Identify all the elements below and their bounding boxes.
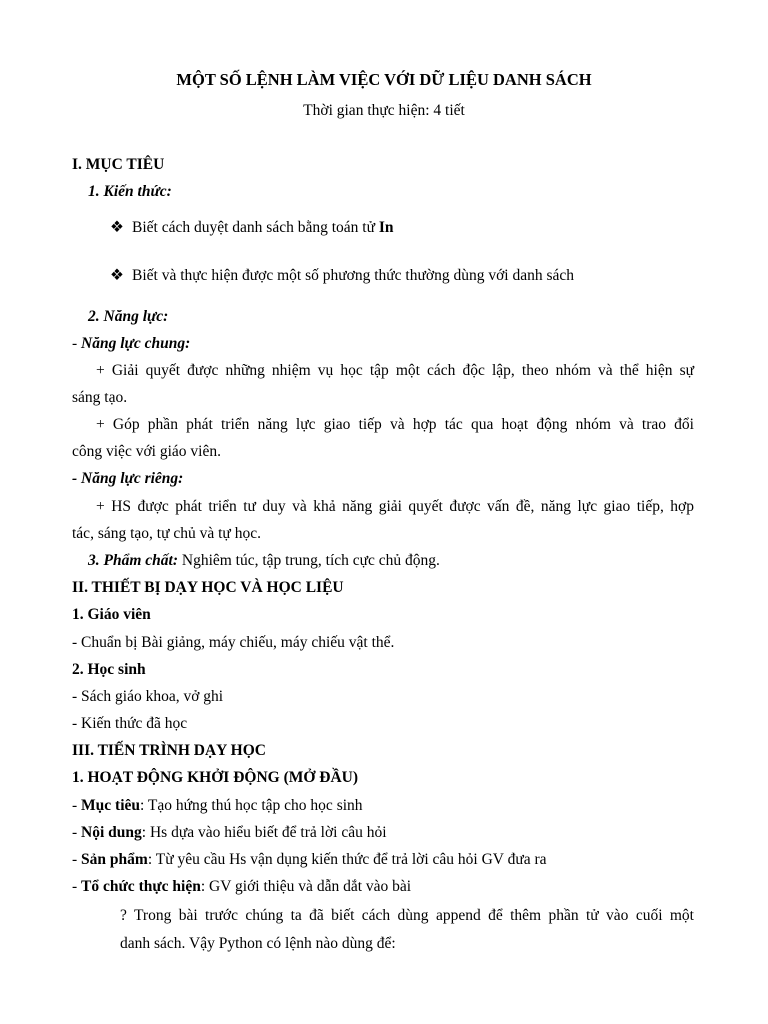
bullet-item-1-keyword: In (378, 219, 394, 236)
general-competency-1a: + Giải quyết được những nhiệm vụ học tập một cách độc lập, theo nhóm và thể hiện sự (96, 362, 694, 379)
dash: - (72, 851, 82, 868)
dash: - (72, 797, 82, 814)
question-line-b: danh sách. Vậy Python có lệnh nào dùng để: (120, 935, 396, 952)
objective-line (72, 796, 363, 816)
specific-competency-1a: + HS được phát triển tư duy và khả năng giải quyết được vấn đề, năng lực giao tiếp, hợp (96, 498, 694, 515)
dash: - (72, 878, 82, 895)
general-competency-2a: + Góp phần phát triển năng lực giao tiếp và hợp tác qua hoạt động nhóm và trao đổi (96, 416, 694, 433)
competency-heading: 2. Năng lực: (88, 308, 169, 325)
objective-label: Mục tiêu (81, 797, 141, 814)
content-label: Nội dung (81, 824, 142, 841)
content-text: : Hs dựa vào hiểu biết để trả lời câu hỏi (141, 824, 387, 841)
student-heading: 2. Học sinh (72, 661, 146, 678)
section-2-heading: II. THIẾT BỊ DẠY HỌC VÀ HỌC LIỆU (72, 579, 344, 596)
document-subtitle: Thời gian thực hiện: 4 tiết (303, 102, 465, 119)
specific-competency-1b: tác, sáng tạo, tự chủ và tự học. (72, 525, 261, 542)
diamond-bullet-icon: ❖ (110, 219, 124, 236)
quality-label: 3. Phẩm chất: (88, 552, 178, 569)
dash: - (72, 824, 82, 841)
general-competency-1b: sáng tạo. (72, 389, 128, 406)
student-item-2: - Kiến thức đã học (72, 715, 188, 732)
product-text: : Từ yêu cầu Hs vận dụng kiến thức để trả lời câu hỏi GV đưa ra (147, 851, 547, 868)
bullet-item-2-text: Biết và thực hiện được một số phương thức thường dùng với danh sách (132, 267, 574, 284)
bullet-item-1-text: Biết cách duyệt danh sách bằng toán tử (132, 219, 379, 236)
objective-text: : Tạo hứng thú học tập cho học sinh (140, 797, 363, 814)
general-competency-2b: công việc với giáo viên. (72, 443, 221, 460)
document-title: MỘT SỐ LỆNH LÀM VIỆC VỚI DỮ LIỆU DANH SÁCH (176, 70, 592, 89)
activity-heading: 1. HOẠT ĐỘNG KHỞI ĐỘNG (MỞ ĐẦU) (72, 769, 359, 786)
product-line (72, 850, 547, 870)
dash: - (72, 335, 82, 352)
teacher-heading: 1. Giáo viên (72, 606, 151, 623)
organization-text: : GV giới thiệu và dẫn dắt vào bài (200, 878, 412, 895)
bullet-item-1 (110, 218, 394, 238)
product-label: Sản phẩm (81, 851, 148, 868)
question-line-a: ? Trong bài trước chúng ta đã biết cách dùng append để thêm phần tử vào cuối một (120, 907, 694, 924)
organization-label: Tổ chức thực hiện (81, 878, 201, 895)
teacher-item: - Chuẩn bị Bài giảng, máy chiếu, máy chiếu vật thể. (72, 634, 395, 651)
general-competency-label (72, 334, 190, 354)
bullet-item-2 (110, 266, 574, 286)
knowledge-heading: 1. Kiến thức: (88, 183, 172, 200)
section-3-heading: III. TIẾN TRÌNH DẠY HỌC (72, 742, 266, 759)
section-1-heading: I. MỤC TIÊU (72, 156, 165, 173)
quality-line (88, 551, 440, 571)
student-item-1: - Sách giáo khoa, vở ghi (72, 688, 224, 705)
organization-line (72, 877, 411, 897)
content-line (72, 823, 387, 843)
quality-text: Nghiêm túc, tập trung, tích cực chủ động. (178, 552, 440, 569)
specific-competency-label: - Năng lực riêng: (72, 470, 184, 487)
general-competency-text: Năng lực chung: (81, 335, 191, 352)
diamond-bullet-icon: ❖ (110, 267, 124, 284)
